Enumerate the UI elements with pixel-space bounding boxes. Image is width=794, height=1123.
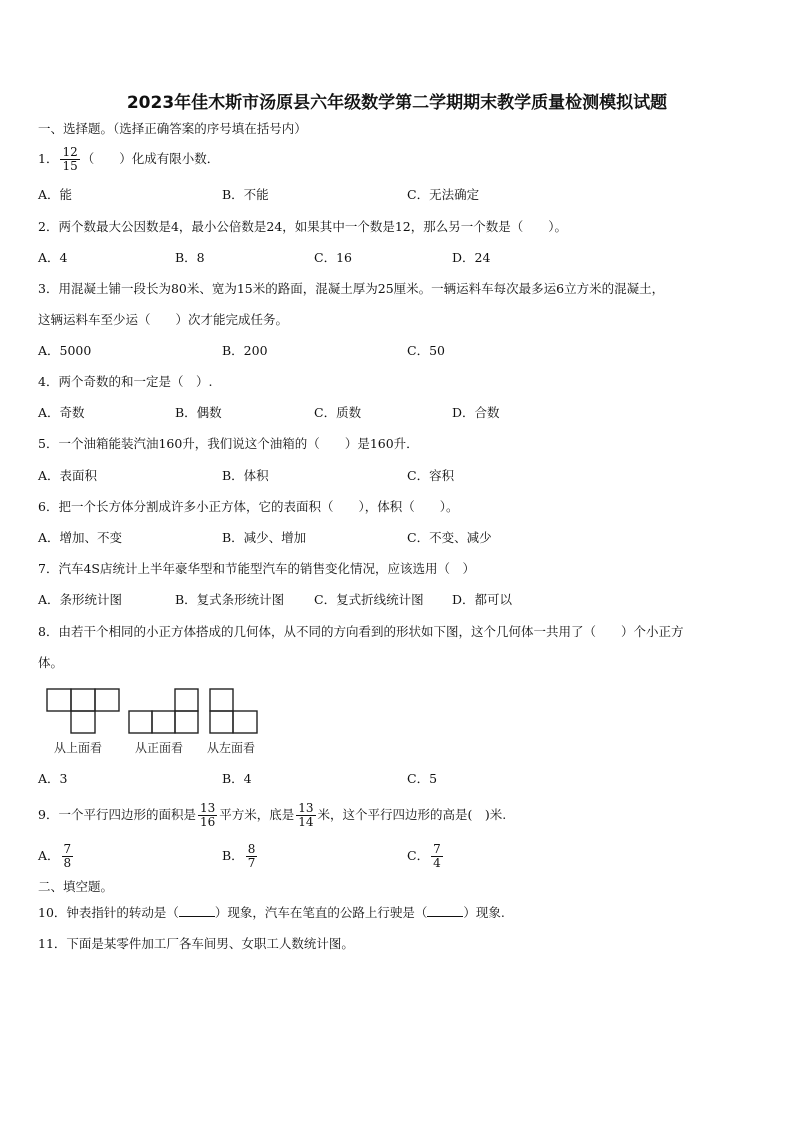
option-a: A．条形统计图: [38, 592, 123, 607]
question-text: ）现象，汽车在笔直的公路上行驶是（: [214, 905, 428, 920]
question-1: [38, 142, 219, 176]
fraction-numerator: 12: [62, 145, 78, 159]
option-a: A．奇数: [38, 405, 85, 420]
option-b: B．4: [222, 771, 252, 786]
answer-blank[interactable]: [427, 905, 463, 917]
question-text: 平方米，底是: [219, 807, 295, 822]
option-a: A．4: [38, 250, 68, 265]
question-8-line-1: 8．由若干个相同的小正方体搭成的几何体，从不同的方向看到的形状如下图，这个几何体一共用了（ ）个小正方: [38, 624, 684, 639]
option-c: [407, 838, 445, 874]
question-3-line-1: 3．用混凝土铺一段长为80米、宽为15米的路面，混凝土厚为25厘米。一辆运料车每次最多运6立方米的混凝土，: [38, 281, 665, 296]
option-label: C．: [407, 848, 430, 863]
option-a: A．增加、不变: [38, 530, 123, 545]
option-c: C．5: [407, 771, 438, 786]
question-10: [38, 905, 505, 921]
fraction-base: [296, 802, 315, 829]
option-c: C．50: [407, 343, 445, 358]
option-b: B．不能: [222, 187, 269, 202]
top-view-caption: 从上面看: [54, 741, 103, 755]
left-view-figure: [208, 688, 260, 736]
option-fraction: [62, 843, 74, 870]
front-view-figure: [127, 688, 200, 736]
question-8-line-2: 体。: [38, 655, 64, 670]
front-view-grid: [127, 688, 200, 736]
option-c: C．复式折线统计图: [314, 592, 424, 607]
option-a: [38, 838, 75, 874]
option-a: A．表面积: [38, 468, 98, 483]
option-c: C．无法确定: [407, 187, 480, 202]
option-a: A．3: [38, 771, 68, 786]
fraction-denominator: 8: [63, 856, 72, 870]
question-text: 米，这个平行四边形的高是( )米.: [317, 807, 507, 822]
option-b: [222, 838, 259, 874]
question-3-line-2: 这辆运料车至少运（ ）次才能完成任务。: [38, 312, 289, 327]
option-c: C．不变、减少: [407, 530, 492, 545]
question-7: 7．汽车4S店统计上半年豪华型和节能型汽车的销售变化情况，应该选用（ ）: [38, 561, 475, 576]
option-b: B．8: [175, 250, 205, 265]
left-view-caption: 从左面看: [207, 741, 256, 755]
fraction-denominator: 15: [62, 159, 78, 173]
question-9: [38, 797, 506, 833]
option-b: B．复式条形统计图: [175, 592, 285, 607]
option-b: B．偶数: [175, 405, 222, 420]
question-text: （ ）化成有限小数．: [81, 151, 220, 166]
fraction-denominator: 7: [247, 856, 256, 870]
fraction-numerator: 7: [63, 842, 72, 856]
question-11: 11．下面是某零件加工厂各车间男、女职工人数统计图。: [38, 936, 354, 951]
question-4: 4．两个奇数的和一定是（ ）.: [38, 374, 213, 389]
question-text: ）现象.: [463, 905, 505, 920]
section-heading-choice: 一、选择题。（选择正确答案的序号填在括号内）: [38, 121, 307, 136]
section-heading-fill-blank: 二、填空题。: [38, 879, 114, 894]
option-fraction: [431, 843, 443, 870]
fraction-numerator: 13: [298, 801, 314, 815]
fraction-numerator: 7: [433, 842, 441, 856]
option-a: A．5000: [38, 343, 92, 358]
question-text: 9．一个平行四边形的面积是: [38, 807, 196, 822]
option-b: B．体积: [222, 468, 269, 483]
option-c: C．质数: [314, 405, 362, 420]
top-view-figure: [46, 688, 120, 736]
option-fraction: [246, 843, 258, 870]
option-c: C．容积: [407, 468, 455, 483]
question-text: 10．钟表指针的转动是（: [38, 905, 179, 920]
option-a: A．能: [38, 187, 73, 202]
question-5: 5．一个油箱能装汽油160升，我们说这个油箱的（ ）是160升．: [38, 436, 419, 451]
option-label: B．: [222, 848, 244, 863]
option-b: B．200: [222, 343, 268, 358]
option-b: B．减少、增加: [222, 530, 307, 545]
fraction-denominator: 4: [433, 856, 441, 870]
front-view-caption: 从正面看: [135, 741, 184, 755]
option-d: D．都可以: [452, 592, 513, 607]
left-view-grid: [208, 688, 260, 736]
option-c: C．16: [314, 250, 352, 265]
fraction-numerator: 8: [247, 842, 256, 856]
option-d: D．24: [452, 250, 491, 265]
fraction-area: [198, 802, 217, 829]
question-number: 1．: [38, 151, 59, 166]
page-title: 2023年佳木斯市汤原县六年级数学第二学期期末教学质量检测模拟试题: [126, 93, 668, 113]
fraction: [60, 146, 79, 173]
option-label: A．: [38, 848, 60, 863]
fraction-denominator: 14: [298, 815, 314, 829]
answer-blank[interactable]: [179, 905, 215, 917]
fraction-numerator: 13: [199, 801, 216, 815]
question-6: 6．把一个长方体分割成许多小正方体，它的表面积（ ），体积（ ）。: [38, 499, 459, 514]
fraction-denominator: 16: [199, 815, 216, 829]
question-2: 2．两个数最大公因数是4，最小公倍数是24，如果其中一个数是12，那么另一个数是（ ）。: [38, 219, 567, 234]
top-view-grid: [46, 688, 120, 736]
option-d: D．合数: [452, 405, 500, 420]
